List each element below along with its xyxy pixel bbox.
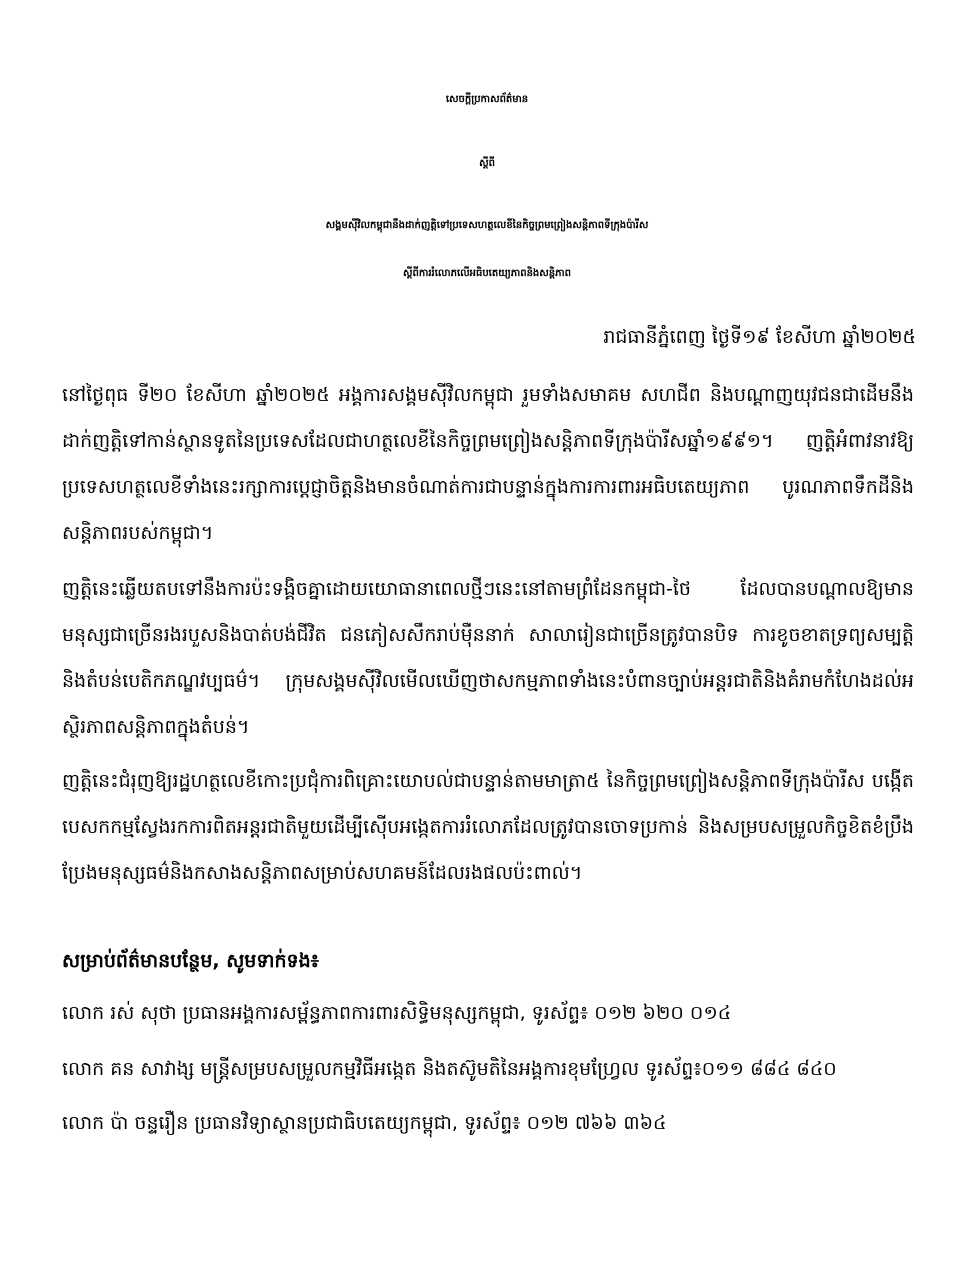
document-heading-line2: ស្តីពីការរំលោភលើអធិបតេយ្យភាពនិងសន្តិភាព <box>402 268 572 279</box>
document-heading-line1: សង្គមស៊ីវិលកម្ពុជានឹងដាក់ញត្តិទៅប្រទេសហត្ថលេខីនៃកិច្ចព្រមព្រៀងសន្តិភាពទីក្រុងប៉ារីស <box>325 220 649 231</box>
contact-line-3: លោក ប៉ា ចន្ទរឿន ប្រធានវិទ្យាស្ថានប្រជាធិបតេយ្យកម្ពុជា, ទូរស័ព្ទ៖ ០១២ ៧៦៦ ៣៦៤ <box>62 1112 667 1134</box>
body-paragraph-2: ញត្តិនេះឆ្លើយតបទៅនឹងការប៉ះទង្គិចគ្នាដោយយោធានាពេលថ្មីៗនេះនៅតាមព្រំដែនកម្ពុជា-ថៃ ដែលបានបណ្តាលឱ្យមានមនុស្សជាច្រើនរងរបួសនិងបាត់បង់ជីវិត ជនភៀសសឹករាប់ម៉ឺននាក់ សាលារៀនជាច្រើនត្រូវបានបិទ ការខូចខាតទ្រព្យសម្បត្តិ និងតំបន់បេតិកភណ្ឌវប្បធម៌។ ក្រុមសង្គមស៊ីវិលមើលឃើញថាសកម្មភាពទាំងនេះបំពានច្បាប់អន្តរជាតិនិងគំរាមកំហែងដល់អស្ថិរភាពសន្តិភាពក្នុងតំបន់។ <box>62 578 914 738</box>
document-subtitle: ស្តីពី <box>479 158 495 169</box>
contact-heading: សម្រាប់ព័ត៌មានបន្ថែម, សូមទាក់ទង៖ <box>62 950 319 972</box>
body-paragraph-1: នៅថ្ងៃពុធ ទី២០ ខែសីហា ឆ្នាំ២០២៥ អង្គការសង្គមស៊ីវិលកម្ពុជា រួមទាំងសមាគម សហជីព និងបណ្តាញយុវជនជាដើមនឹងដាក់ញត្តិទៅកាន់ស្ថានទូតនៃប្រទេសដែលជាហត្ថលេខីនៃកិច្ចព្រមព្រៀងសន្តិភាពទីក្រុងប៉ារីសឆ្នាំ១៩៩១។ ញត្តិអំពាវនាវឱ្យប្រទេសហត្ថលេខីទាំងនេះរក្សាការប្តេជ្ញាចិត្តនិងមានចំណាត់ការជាបន្ទាន់ក្នុងការការពារអធិបតេយ្យភាព បូរណភាពទឹកដីនិងសន្តិភាពរបស់កម្ពុជា។ <box>62 384 914 544</box>
dateline: រាជធានីភ្នំពេញ ថ្ងៃទី១៩ ខែសីហា ឆ្នាំ២០២៥ <box>603 326 916 348</box>
contact-line-2: លោក គន សាវាង្ស មន្ត្រីសម្របសម្រួលកម្មវិធីអង្កេត និងតស៊ូមតិនៃអង្គការខុមហ្វ្រែល ទូរស័ព្ទ៖០១១ ៨៨៤ ៨៤០ <box>62 1058 837 1080</box>
body-paragraph-3: ញត្តិនេះជំរុញឱ្យរដ្ឋហត្ថលេខីកោះប្រជុំការពិគ្រោះយោបល់ជាបន្ទាន់តាមមាត្រា៥ នៃកិច្ចព្រមព្រៀងសន្តិភាពទីក្រុងប៉ារីស បង្កើតបេសកកម្មស្វែងរកការពិតអន្តរជាតិមួយដើម្បីស៊ើបអង្កេតការរំលោភដែលត្រូវបានចោទប្រកាន់ និងសម្របសម្រួលកិច្ចខិតខំប្រឹងប្រែងមនុស្សធម៌និងកសាងសន្តិភាពសម្រាប់សហគមន៍ដែលរងផលប៉ះពាល់។ <box>62 770 914 884</box>
contact-line-1: លោក រស់ សុថា ប្រធានអង្គការសម្ព័ន្ធភាពការពារសិទ្ធិមនុស្សកម្ពុជា, ទូរស័ព្ទ៖ ០១២ ៦២០ ០១៤ <box>62 1002 732 1024</box>
document-title: សេចក្តីប្រកាសព័ត៌មាន <box>445 94 529 105</box>
